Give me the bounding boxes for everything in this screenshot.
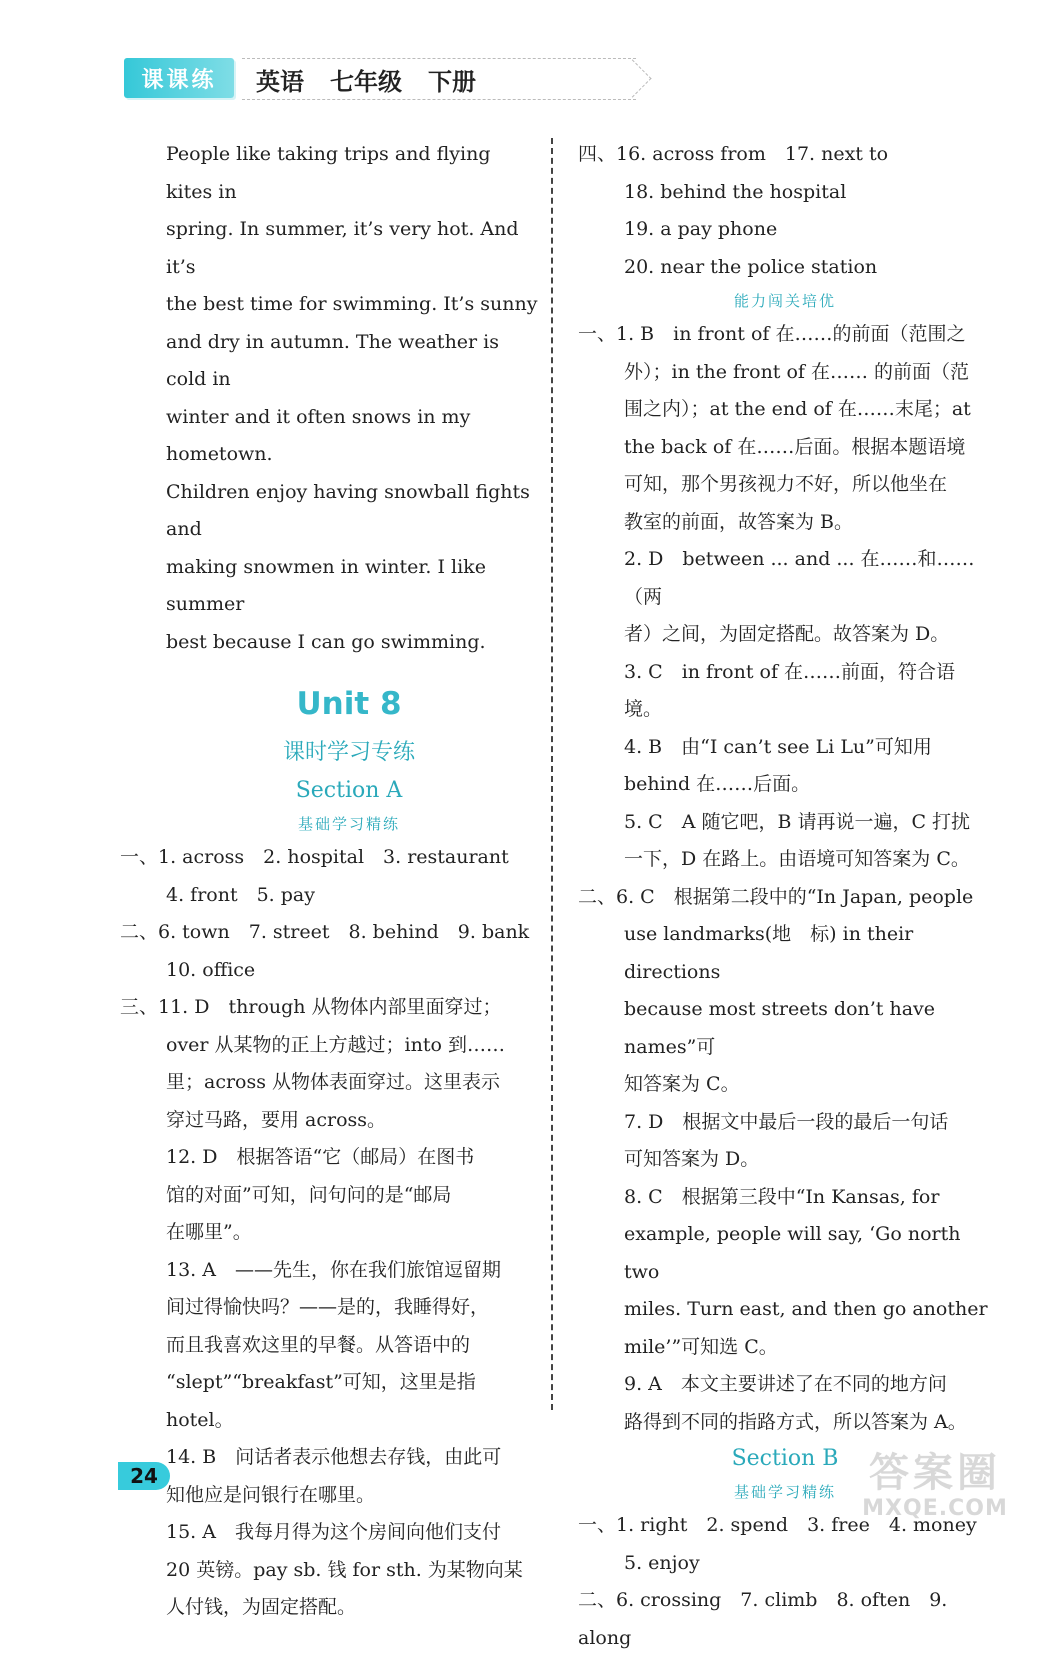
answer-line: 围之内）；at the end of 在……末尾；at <box>624 398 971 420</box>
essay-line: the best time for swimming. It’s sunny <box>166 293 538 315</box>
basic-practice-title: 基础学习精练 <box>297 815 400 833</box>
answer-line: 穿过马路，要用 across。 <box>166 1108 387 1131</box>
book-logo: 课课练 <box>124 58 234 98</box>
watermark-logo-text: 答案圈 <box>869 1450 1001 1496</box>
answer-line: 而且我喜欢这里的早餐。从答语中的 <box>166 1333 471 1356</box>
answer-line: 5. C A 随它吧，B 请再说一遍，C 打扰 <box>624 810 971 833</box>
answer-line: over 从某物的正上方越过；into 到…… <box>166 1033 505 1056</box>
grade-label: 七年级 <box>330 67 402 96</box>
answer-line: mile’”可知选 C。 <box>624 1335 778 1358</box>
answer-line: 9. A 本文主要讲述了在不同的地方问 <box>624 1373 947 1395</box>
answer-line: 一、1. B in front of 在……的前面（范围之 <box>578 323 966 345</box>
answer-line: 二、6. C 根据第二段中的“In Japan, people <box>578 885 974 908</box>
subject-label: 英语 <box>256 67 304 96</box>
answer-line: hotel。 <box>166 1408 234 1431</box>
essay-line: best because I can go swimming. <box>166 630 486 653</box>
answer-line: 间过得愉快吗？——是的，我睡得好， <box>166 1296 490 1318</box>
answer-line: 二、6. town 7. street 8. behind 9. bank <box>120 921 530 943</box>
essay-line: People like taking trips and flying kites in <box>166 143 491 203</box>
answer-line: 知答案为 C。 <box>624 1073 740 1095</box>
essay-paragraph <box>120 136 538 661</box>
answer-line: 20. near the police station <box>624 255 878 278</box>
answer-line: 4. B 由“I can’t see Li Lu”可知用 <box>624 735 932 758</box>
volume-label: 下册 <box>428 67 476 96</box>
unit-title: Unit 8 <box>296 686 402 722</box>
answer-line: 在哪里”。 <box>166 1221 252 1243</box>
answer-line: 里；across 从物体表面穿过。这里表示 <box>166 1071 501 1093</box>
watermark <box>840 1450 1030 1530</box>
answer-line: 四、16. across from 17. next to <box>578 143 889 165</box>
answer-line: 13. A ——先生，你在我们旅馆逗留期 <box>166 1258 501 1281</box>
left-column <box>120 136 538 1627</box>
essay-line: Children enjoy having snowball fights and <box>166 480 530 540</box>
answer-line: “slept”“breakfast”可知，这里是指 <box>166 1371 476 1393</box>
answer-line: example, people will say, ‘Go north two <box>624 1223 961 1283</box>
column-divider <box>551 138 553 1410</box>
answer-line: 外）；in the front of 在…… 的前面（范 <box>624 360 970 383</box>
answer-line: 18. behind the hospital <box>624 180 847 203</box>
watermark-url: MXQE.COM <box>862 1496 1008 1521</box>
answer-line: 馆的对面”可知，问句问的是“邮局 <box>166 1183 452 1206</box>
answer-line: 者）之间，为固定搭配。故答案为 D。 <box>624 623 950 645</box>
answer-line: the back of 在……后面。根据本题语境 <box>624 435 966 458</box>
answer-line: 三、11. D through 从物体内部里面穿过； <box>120 996 502 1018</box>
answer-line: 4. front 5. pay <box>166 883 315 906</box>
essay-line: spring. In summer, it’s very hot. And it’s <box>166 218 519 278</box>
answer-line: 8. C 根据第三段中“In Kansas, for <box>624 1185 940 1208</box>
answer-line: behind 在……后面。 <box>624 773 811 795</box>
answer-line: 15. A 我每月得为这个房间向他们支付 <box>166 1521 501 1543</box>
answer-line: 5. enjoy <box>624 1551 700 1574</box>
essay-line: and dry in autumn. The weather is cold in <box>166 330 500 390</box>
section-a-title: Section A <box>295 778 403 803</box>
answer-line: 12. D 根据答语“它（邮局）在图书 <box>166 1146 475 1168</box>
answer-line: 3. C in front of 在……前面，符合语境。 <box>624 660 956 720</box>
ability-title: 能力闯关培优 <box>733 292 836 310</box>
answer-line: 一、1. right 2. spend 3. free 4. money <box>578 1514 977 1536</box>
answer-line: 教室的前面，故答案为 B。 <box>624 510 854 533</box>
answer-line: because most streets don’t have names”可 <box>624 998 936 1058</box>
answer-line: miles. Turn east, and then go another <box>624 1298 988 1320</box>
answer-line: 一、1. across 2. hospital 3. restaurant <box>120 846 509 868</box>
answer-line: 可知答案为 D。 <box>624 1148 760 1170</box>
answer-line: 20 英镑。pay sb. 钱 for sth. 为某物向某 <box>166 1558 523 1581</box>
essay-line: making snowmen in winter. I like summer <box>166 555 486 615</box>
answer-line: 路得到不同的指路方式，所以答案为 A。 <box>624 1410 967 1433</box>
answer-line: use landmarks(地 标) in their directions <box>624 923 914 983</box>
page-number: 24 <box>118 1462 170 1490</box>
book-title <box>242 58 636 100</box>
answer-line: 10. office <box>166 958 256 981</box>
section-b-title: Section B <box>731 1446 839 1471</box>
answer-line: 可知，那个男孩视力不好，所以他坐在 <box>624 473 948 495</box>
lesson-title: 课时学习专练 <box>282 740 415 765</box>
answer-line: 二、6. crossing 7. climb 8. often 9. along <box>578 1589 948 1649</box>
answer-line: 一下，D 在路上。由语境可知答案为 C。 <box>624 848 970 870</box>
answer-list-left <box>120 839 538 1627</box>
answer-line: 19. a pay phone <box>624 218 778 240</box>
essay-line: winter and it often snows in my hometown. <box>166 405 471 465</box>
answer-line: 2. D between ... and ... 在……和……（两 <box>624 548 975 608</box>
right-column <box>578 136 992 1657</box>
basic-practice-b-title: 基础学习精练 <box>733 1483 836 1501</box>
answer-line: 14. B 问话者表示他想去存钱，由此可 <box>166 1446 502 1468</box>
answer-line: 7. D 根据文中最后一段的最后一句话 <box>624 1110 949 1133</box>
answer-line: 知他应是问银行在哪里。 <box>166 1483 376 1506</box>
answer-line: 人付钱，为固定搭配。 <box>166 1596 357 1618</box>
